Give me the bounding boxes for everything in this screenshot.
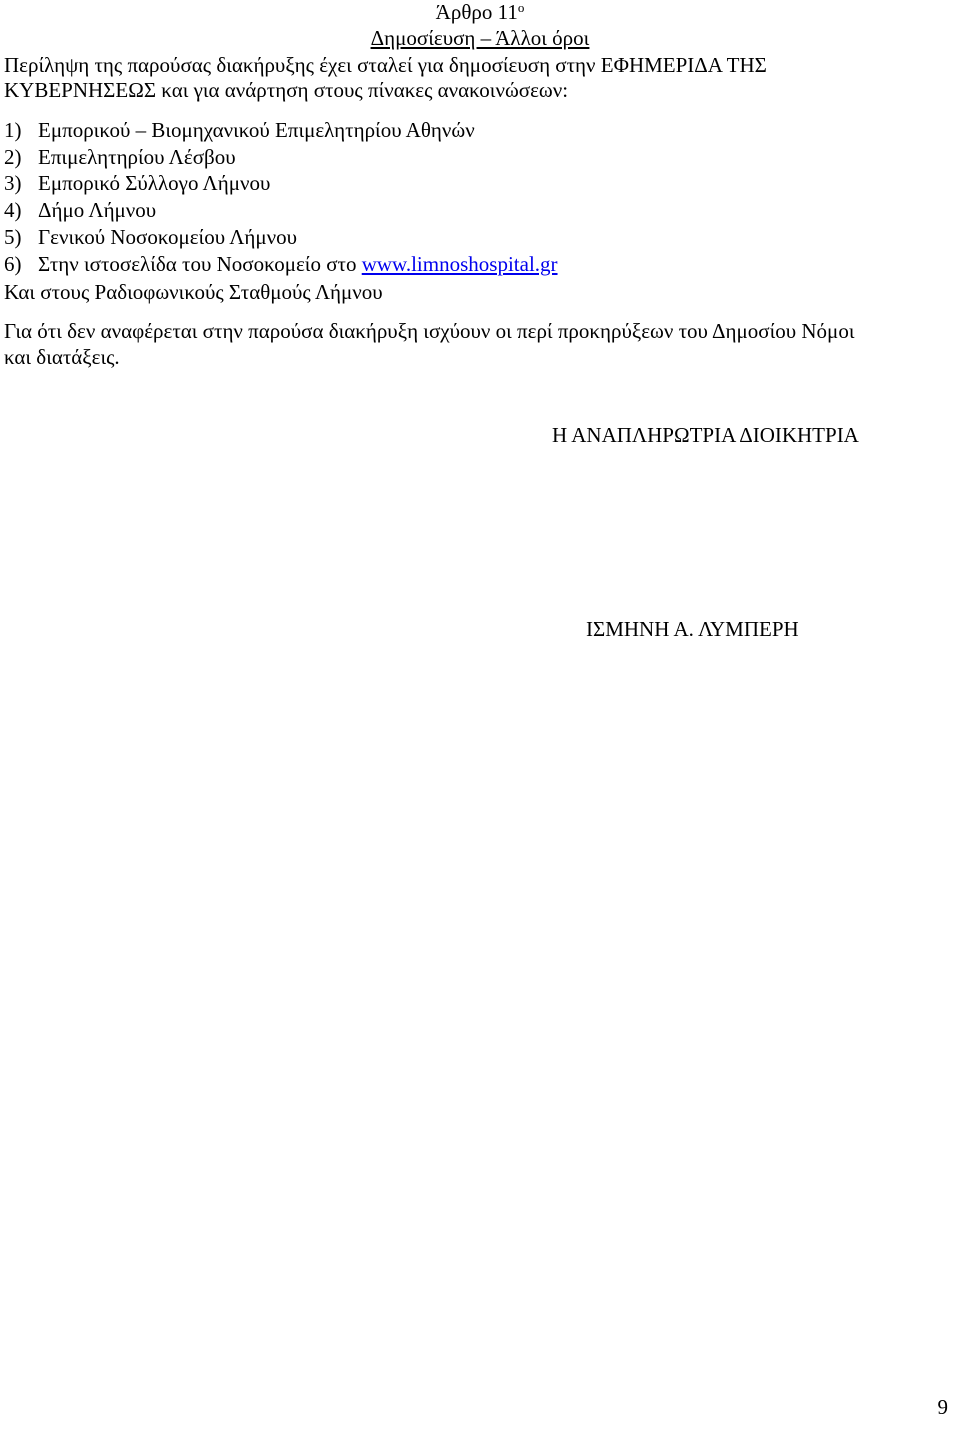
list-item-number: 2) xyxy=(4,145,22,169)
list-item-text: Εμπορικό Σύλλογο Λήμνου xyxy=(38,171,271,195)
list-item xyxy=(4,197,156,223)
closing-line-2: και διατάξεις. xyxy=(4,345,120,369)
list-item-number: 6) xyxy=(4,252,22,276)
list-item-number: 5) xyxy=(4,225,22,249)
page-number: 9 xyxy=(937,1395,948,1419)
article-title: Άρθρο $11^o$ xyxy=(435,0,525,24)
hospital-website-link[interactable]: www.limnoshospital.gr xyxy=(361,252,558,276)
list-item-number: 4) xyxy=(4,198,22,222)
list-item-number: 1) xyxy=(4,118,22,142)
list-item-text: Επιμελητηρίου Λέσβου xyxy=(38,145,236,169)
signature-role: Η ΑΝΑΠΛΗΡΩΤΡΙΑ ΔΙΟΙΚΗΤΡΙΑ xyxy=(552,423,859,447)
list-item xyxy=(4,117,475,143)
closing-line-1: Για ότι δεν αναφέρεται στην παρούσα διακήρυξη ισχύουν οι περί προκηρύξεων του Δημοσίου Νόμοι xyxy=(4,319,855,343)
list-item xyxy=(4,144,236,170)
intro-line-2: ΚΥΒΕΡΝΗΣΕΩΣ και για ανάρτηση στους πίνακες ανακοινώσεων: xyxy=(4,78,569,102)
list-item-text: Δήμο Λήμνου xyxy=(38,198,157,222)
article-subtitle: Δημοσίευση – Άλλοι όροι xyxy=(370,26,590,50)
list-item-text: Στην ιστοσελίδα του Νοσοκομείο στο xyxy=(38,252,362,276)
list-item-text: Γενικού Νοσοκομείου Λήμνου xyxy=(38,225,298,249)
article-title-superscript: ο xyxy=(517,0,525,15)
list-item xyxy=(4,251,558,277)
radio-stations-line: Και στους Ραδιοφωνικούς Σταθμούς Λήμνου xyxy=(4,280,383,304)
signature-name: ΙΣΜΗΝΗ Α. ΛΥΜΠΕΡΗ xyxy=(586,617,799,641)
intro-line-1: Περίληψη της παρούσας διακήρυξης έχει σταλεί για δημοσίευση στην ΕΦΗΜΕΡΙΔΑ ΤΗΣ xyxy=(4,53,767,77)
list-item-number: 3) xyxy=(4,171,22,195)
list-item-text: Εμπορικού – Βιομηχανικού Επιμελητηρίου Αθηνών xyxy=(38,118,475,142)
list-item xyxy=(4,170,270,196)
list-item xyxy=(4,224,297,250)
